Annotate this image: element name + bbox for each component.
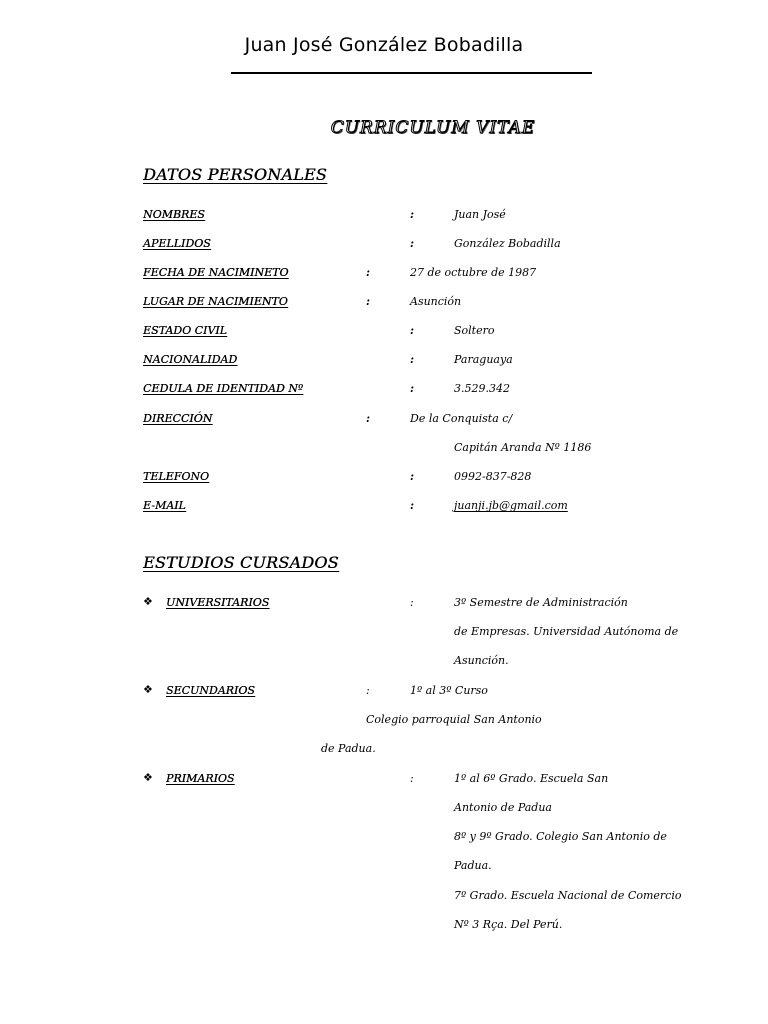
field-colon: : [366,266,371,279]
study-text-secundarios-2: Colegio parroquial San Antonio [366,713,542,726]
field-value-direccion-line-1: De la Conquista c/ [410,412,513,425]
field-value-estado-civil: Soltero [454,324,495,337]
field-colon: : [410,237,415,250]
section-title-estudios-cursados: ESTUDIOS CURSADOS [143,553,339,572]
study-text-primarios-5: 7º Grado. Escuela Nacional de Comercio [454,889,682,902]
study-text-secundarios-1: 1º al 3º Curso [410,684,488,697]
study-label-primarios: PRIMARIOS [166,772,235,785]
study-text-secundarios-3: de Padua. [321,742,376,755]
field-colon: : [410,499,415,512]
study-label-universitarios: UNIVERSITARIOS [166,596,270,609]
field-colon: : [410,382,415,395]
field-value-apellidos: González Bobadilla [454,237,561,250]
candidate-name: Juan José González Bobadilla [244,34,524,56]
field-colon: : [410,470,415,483]
field-label-email: E-MAIL [143,499,186,512]
field-label-nacionalidad: NACIONALIDAD [143,353,238,366]
field-value-telefono: 0992-837-828 [454,470,532,483]
field-label-nombres: NOMBRES [143,208,205,221]
study-text-universitarios-2: de Empresas. Universidad Autónoma de [454,625,679,638]
field-value-fecha-nacimiento: 27 de octubre de 1987 [410,266,537,279]
study-text-primarios-4: Padua. [454,859,492,872]
field-colon: : [366,412,371,425]
field-value-lugar-nacimiento: Asunción [410,295,462,308]
field-colon: : [410,324,415,337]
field-label-direccion: DIRECCIÓN [143,412,213,425]
field-label-fecha-nacimiento: FECHA DE NACIMINETO [143,266,289,279]
field-label-estado-civil: ESTADO CIVIL [143,324,227,337]
header-divider [231,72,592,74]
study-text-primarios-3: 8º y 9º Grado. Colegio San Antonio de [454,830,667,843]
diamond-bullet-icon: ❖ [143,771,153,784]
field-colon: : [410,772,414,785]
study-text-universitarios-1: 3º Semestre de Administración [454,596,628,609]
diamond-bullet-icon: ❖ [143,595,153,608]
field-colon: : [410,596,414,609]
field-colon: : [410,208,415,221]
field-label-lugar-nacimiento: LUGAR DE NACIMIENTO [143,295,288,308]
study-text-primarios-6: Nº 3 Rça. Del Perú. [454,918,563,931]
study-text-universitarios-3: Asunción. [454,654,509,667]
field-value-direccion-line-2: Capitán Aranda Nº 1186 [454,441,592,454]
field-label-apellidos: APELLIDOS [143,237,211,250]
document-title: CURRICULUM VITAE [330,118,536,138]
study-label-secundarios: SECUNDARIOS [166,684,255,697]
study-text-primarios-1: 1º al 6º Grado. Escuela San [454,772,609,785]
diamond-bullet-icon: ❖ [143,683,153,696]
field-value-cedula: 3.529.342 [454,382,510,395]
field-value-nombres: Juan José [454,208,506,221]
field-label-cedula: CEDULA DE IDENTIDAD Nº [143,382,304,395]
field-value-nacionalidad: Paraguaya [454,353,513,366]
study-text-primarios-2: Antonio de Padua [454,801,552,814]
field-colon: : [366,684,370,697]
field-colon: : [410,353,415,366]
field-colon: : [366,295,371,308]
field-label-telefono: TELEFONO [143,470,209,483]
section-title-datos-personales: DATOS PERSONALES [143,165,327,184]
email-link[interactable]: juanji.jb@gmail.com [454,499,568,512]
